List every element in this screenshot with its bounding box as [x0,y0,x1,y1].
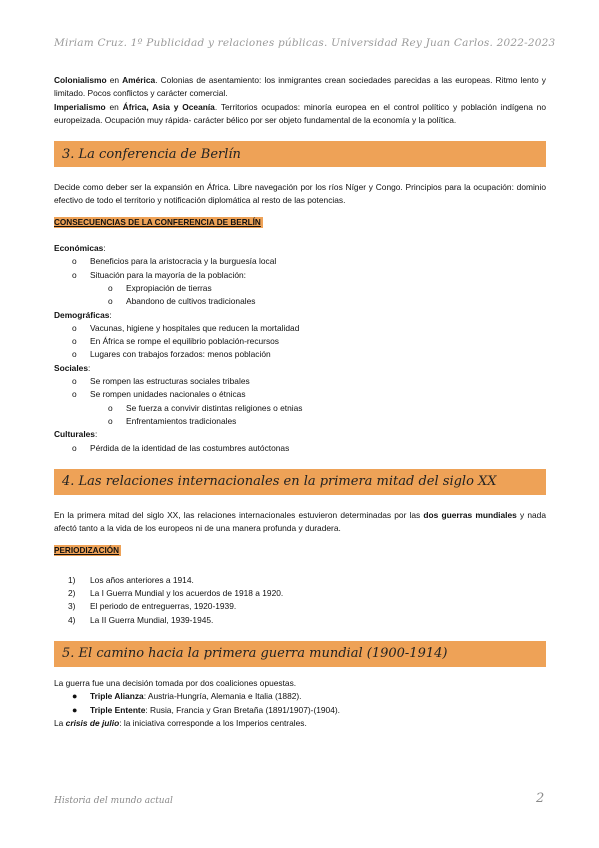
circle-bullet-icon: o [72,269,77,280]
text-span: y nada afectó tanto a la vida de los europeos ni de una manera profunda y duradera. [54,509,546,534]
colon: : [103,243,106,254]
colon: : [109,309,112,320]
list-item-text: Expropiación de tierras [126,282,212,293]
section5-last-line [54,717,546,730]
text-span: La [54,717,66,728]
ordered-list-item [54,587,546,600]
sub-list-item [54,282,546,295]
list-item [54,348,546,361]
circle-bullet-icon: o [108,282,113,293]
list-item-text: En África se rompe el equilibrio población-recursos [90,336,279,347]
sub-list-item [54,402,546,415]
category-demograficas [54,309,546,322]
ordered-list-item [54,614,546,627]
category-label: Culturales [54,429,95,440]
circle-bullet-icon: o [72,389,77,400]
text-span: . Colonias de asentamiento: los inmigrantes crean sociedades parecidas a las europeas. Ritmo lento y limitado. Pocos conflictos y carácter comercial. [54,75,546,99]
ordered-list-item [54,600,546,613]
bold-term: Triple Alianza [90,691,144,702]
paragraph-colonialismo [54,74,546,101]
text-span: En la primera mitad del siglo XX, las relaciones internacionales estuvieron determinadas por las [54,509,424,520]
bold-term: dos guerras mundiales [423,509,517,520]
list-item-text: Lugares con trabajos forzados: menos población [90,349,271,360]
circle-bullet-icon: o [72,442,77,453]
circle-bullet-icon: o [72,256,77,267]
list-item-text: : Rusia, Francia y Gran Bretaña (1891/1907)-(1904). [145,704,340,715]
text-span: : la iniciativa corresponde a los Imperios centrales. [119,717,307,728]
section-heading-5: 5. El camino hacia la primera guerra mundial (1900-1914) [54,641,546,667]
bold-term: Imperialismo [54,101,106,112]
section4-text [54,509,546,536]
circle-bullet-icon: o [108,296,113,307]
bullet-item [54,690,546,703]
list-item-text: : Austria-Hungría, Alemania e Italia (1882). [143,691,302,702]
circle-bullet-icon: o [108,402,113,413]
list-item [54,388,546,401]
section3-subtitle: CONSECUENCIAS DE LA CONFERENCIA DE BERLÍN [54,217,261,227]
sub-list-item [54,295,546,308]
ordered-list-item [54,574,546,587]
section-heading-3: 3. La conferencia de Berlín [54,141,546,167]
list-number: 4) [68,614,76,625]
list-number: 1) [68,574,76,585]
bold-term: Triple Entente [90,704,146,715]
category-label: Económicas [54,243,104,254]
list-item [54,375,546,388]
category-sociales [54,362,546,375]
list-item-text: Pérdida de la identidad de las costumbres autóctonas [90,442,290,453]
page-content [54,74,546,730]
text-span: en [105,101,123,112]
circle-bullet-icon: o [72,336,77,347]
sub-list-item [54,415,546,428]
list-item [54,322,546,335]
page-header: Miriam Cruz. 1º Publicidad y relaciones públicas. Universidad Rey Juan Carlos. 2022-2023 [54,37,556,49]
list-item-text: Vacunas, higiene y hospitales que reducen la mortalidad [90,322,300,333]
circle-bullet-icon: o [72,322,77,333]
section3-text: Decide como deber ser la expansión en África. Libre navegación por los ríos Níger y Congo. Principios para la ocupación: dominio efectivo de todo el territorio y notificación diplomática al resto de las potencias. [54,182,546,206]
page-number: 2 [536,791,545,806]
category-culturales [54,428,546,441]
bold-italic-term: crisis de julio [65,717,120,728]
section5-text: La guerra fue una decisión tomada por dos coaliciones opuestas. [54,677,297,688]
circle-bullet-icon: o [72,376,77,387]
list-item [54,255,546,268]
list-item-text: Se rompen las estructuras sociales tribales [90,376,250,387]
list-item [54,335,546,348]
bullet-icon: ● [72,691,78,702]
section-heading-4: 4. Las relaciones internacionales en la primera mitad del siglo XX [54,469,546,495]
colon: : [94,429,98,440]
footer-course: Historia del mundo actual [54,796,173,806]
list-number: 3) [68,601,76,612]
list-item [54,269,546,282]
category-economicas [54,242,546,255]
list-item-text: Beneficios para la aristocracia y la burguesía local [90,256,277,267]
list-item-text: Abandono de cultivos tradicionales [126,296,256,307]
circle-bullet-icon: o [72,349,77,360]
list-item-text: La I Guerra Mundial y los acuerdos de 1918 a 1920. [90,588,284,599]
list-item-text: Los años anteriores a 1914. [90,574,194,585]
category-label: Demográficas [54,309,110,320]
list-item-text: Enfrentamientos tradicionales [126,415,237,426]
list-item-text: Se fuerza a convivir distintas religiones o etnias [126,402,303,413]
list-item-text: Situación para la mayoría de la población: [90,269,246,280]
text-span: en [106,75,123,85]
list-item [54,442,546,455]
list-item-text: El periodo de entreguerras, 1920-1939. [90,601,237,612]
list-item-text: Se rompen unidades nacionales o étnicas [90,389,246,400]
text-span: . Territorios ocupados: minoría europea en el control político y población indígena no europeizada. Ocupación muy rápida- carácter bélico por ser objeto fundamental de la economía y la política. [54,101,546,125]
list-item-text: La II Guerra Mundial, 1939-1945. [90,614,214,625]
bullet-icon: ● [72,704,78,715]
bullet-item [54,704,546,717]
bold-term: América [122,75,156,85]
bold-term: Colonialismo [54,75,107,85]
circle-bullet-icon: o [108,415,113,426]
paragraph-imperialismo [54,101,546,128]
section4-subtitle: PERIODIZACIÓN [54,546,120,556]
colon: : [88,362,91,373]
list-number: 2) [68,588,76,599]
bold-term: África, Asia y Oceanía [122,101,215,112]
category-label: Sociales [54,362,88,373]
